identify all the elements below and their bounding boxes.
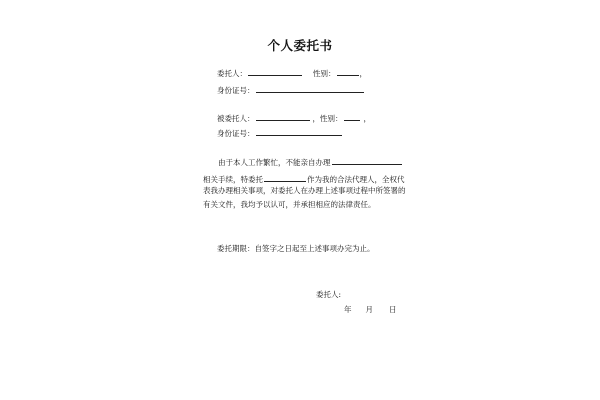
- document-title: 个人委托书: [267, 38, 333, 53]
- agent-gender-blank[interactable]: [344, 112, 360, 121]
- agent-id-blank[interactable]: [256, 127, 342, 136]
- body-line-3: [203, 186, 406, 196]
- signature-date: [344, 304, 397, 315]
- principal-id-label: 身份证号：: [217, 86, 255, 95]
- body-line-2a-text: 相关手续，特委托: [203, 175, 263, 184]
- principal-gender-suffix: ，: [359, 69, 367, 78]
- agent-id-label: 身份证号：: [217, 129, 255, 138]
- principal-id-blank[interactable]: [256, 84, 364, 93]
- agent-gender-suffix: ，: [363, 114, 371, 123]
- date-day: 日: [389, 305, 397, 314]
- body-line-3-text: 表我办理相关事项，对委托人在办理上述事项过程中所签署的: [203, 186, 406, 195]
- principal-row: [217, 67, 367, 79]
- principal-id-row: [217, 84, 365, 96]
- agent-id-row: [217, 127, 343, 139]
- signature-label: 委托人:: [316, 290, 342, 299]
- date-year: 年: [344, 305, 352, 314]
- body-line-1: [218, 156, 403, 168]
- body-line-4: [203, 200, 376, 210]
- agent-name-blank[interactable]: [256, 112, 310, 121]
- principal-gender-label: 性别：: [313, 69, 336, 78]
- matter-blank[interactable]: [332, 156, 402, 165]
- principal-gender-blank[interactable]: [337, 67, 359, 76]
- agent-label: 被委托人：: [217, 114, 255, 123]
- body-line-4-text: 有关文件，我均予以认可，并承担相应的法律责任。: [203, 200, 376, 209]
- authorization-period: 委托期限：自签字之日起至上述事项办完为止。: [217, 244, 375, 253]
- principal-label: 委托人：: [217, 69, 247, 78]
- body-line-1-text: 由于本人工作繁忙，不能亲自办理: [218, 158, 331, 167]
- body-line-2: [203, 173, 405, 185]
- agent-gender-label: ，性别：: [312, 114, 343, 123]
- body-line-2b-text: 作为我的合法代理人，全权代: [307, 175, 405, 184]
- agent-row: [217, 112, 371, 124]
- date-month: 月: [365, 305, 373, 314]
- principal-name-blank[interactable]: [248, 67, 302, 76]
- agent-name-inline-blank[interactable]: [264, 173, 306, 182]
